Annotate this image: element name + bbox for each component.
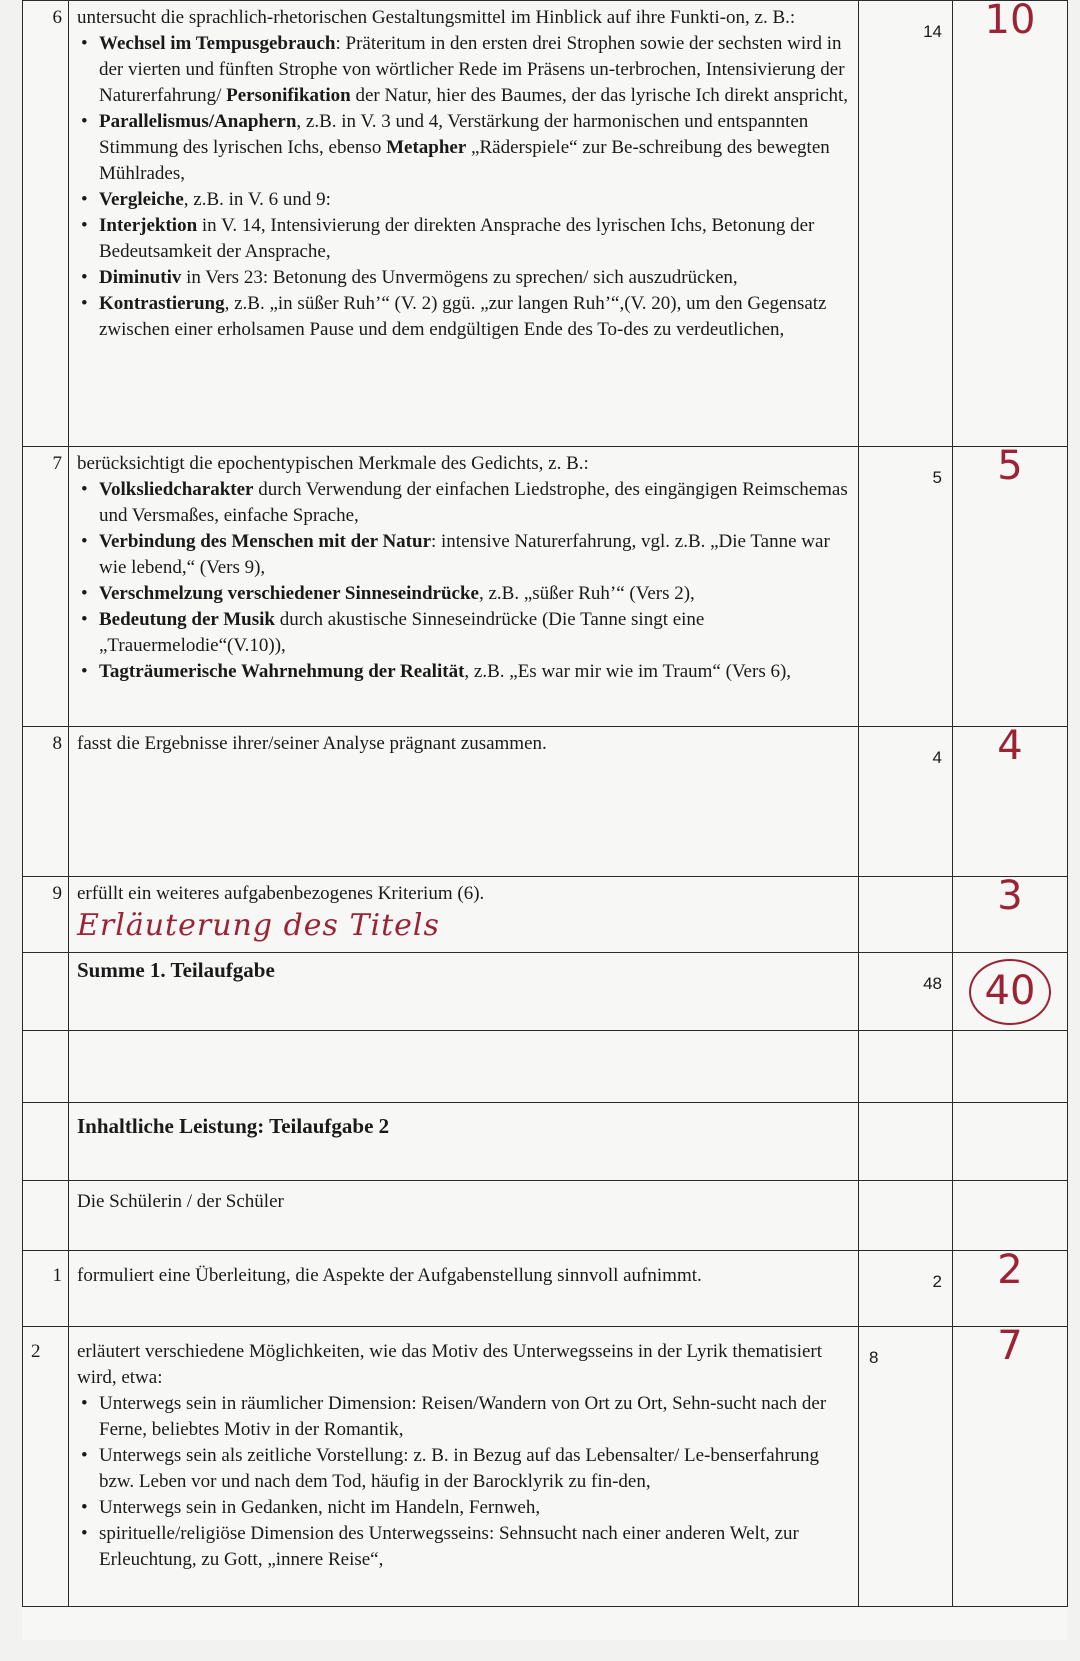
table-row xyxy=(23,1031,1068,1103)
max-points: 4 xyxy=(859,727,953,877)
criterion-label: erfüllt ein weiteres aufgabenbezogenes Kriterium (6). xyxy=(77,883,485,904)
list-item: • Volksliedcharakter durch Verwendung der einfachen Liedstrophe, des eingängigen Reimschemas und Versmaßes, einfache Sprache, xyxy=(77,477,850,529)
awarded-points: 4 xyxy=(953,727,1068,877)
awarded-points: 10 xyxy=(953,1,1068,447)
criterion-number: 7 xyxy=(23,447,69,727)
handwritten-note: Erläuterung des Titels xyxy=(77,908,440,943)
criterion-text xyxy=(69,1327,859,1607)
table-row xyxy=(23,1,1068,447)
awarded-points: 3 xyxy=(953,877,1068,953)
criterion-text: fasst die Ergebnisse ihrer/seiner Analyse prägnant zusammen. xyxy=(69,727,859,877)
table-row xyxy=(23,727,1068,877)
list-item: • Verschmelzung verschiedener Sinneseindrücke, z.B. „süßer Ruh’“ (Vers 2), xyxy=(77,581,850,607)
max-points: 5 xyxy=(859,447,953,727)
list-item: • Unterwegs sein als zeitliche Vorstellung: z. B. in Bezug auf das Lebensalter/ Le-benserfahrung bzw. Leben vor und nach dem Tod, häufig in der Barocklyrik zu fin-den, xyxy=(77,1443,850,1495)
grading-table xyxy=(22,0,1068,1607)
list-item: • Bedeutung der Musik durch akustische Sinneseindrücke (Die Tanne singt eine „Trauermelodie“(V.10)), xyxy=(77,607,850,659)
table-row xyxy=(23,1103,1068,1181)
section-subheading: Die Schülerin / der Schüler xyxy=(69,1181,859,1251)
awarded-points: 5 xyxy=(953,447,1068,727)
awarded-points xyxy=(953,953,1068,1031)
list-item: • Verbindung des Menschen mit der Natur: intensive Naturerfahrung, vgl. z.B. „Die Tanne war wie lebend,“ (Vers 9), xyxy=(77,529,850,581)
max-points: 48 xyxy=(859,953,953,1031)
criterion-text: formuliert eine Überleitung, die Aspekte der Aufgabenstellung sinnvoll aufnimmt. xyxy=(69,1251,859,1327)
criterion-bullets xyxy=(77,31,850,343)
criterion-number: 9 xyxy=(23,877,69,953)
grading-sheet xyxy=(22,0,1067,1640)
table-row xyxy=(23,1327,1068,1607)
list-item: • Parallelismus/Anaphern, z.B. in V. 3 und 4, Verstärkung der harmonischen und entspannten Stimmung des lyrischen Ichs, ebenso Metapher „Räderspiele“ zur Be-schreibung des bewegten Mühlrades, xyxy=(77,109,850,187)
circled-total: 40 xyxy=(969,959,1051,1025)
table-row xyxy=(23,1181,1068,1251)
awarded-points: 7 xyxy=(953,1327,1068,1607)
criterion-bullets xyxy=(77,1391,850,1573)
criterion-number: 2 xyxy=(23,1327,69,1607)
max-points: 2 xyxy=(859,1251,953,1327)
list-item: • Vergleiche, z.B. in V. 6 und 9: xyxy=(77,187,850,213)
criterion-intro: untersucht die sprachlich-rhetorischen Gestaltungsmittel im Hinblick auf ihre Funkti-on, z. B.: xyxy=(77,7,796,28)
criterion-number xyxy=(23,953,69,1031)
list-item: • Diminutiv in Vers 23: Betonung des Unvermögens zu sprechen/ sich auszudrücken, xyxy=(77,265,850,291)
list-item: • Interjektion in V. 14, Intensivierung der direkten Ansprache des lyrischen Ichs, Betonung der Bedeutsamkeit der Ansprache, xyxy=(77,213,850,265)
criterion-text xyxy=(69,877,859,953)
list-item: • Kontrastierung, z.B. „in süßer Ruh’“ (V. 2) ggü. „zur langen Ruh’“,(V. 20), um den Gegensatz zwischen einer erholsamen Pause und dem endgültigen Ende des To-des zu verdeutlichen, xyxy=(77,291,850,343)
table-row xyxy=(23,877,1068,953)
max-points xyxy=(859,877,953,953)
section-sum-label: Summe 1. Teilaufgabe xyxy=(69,953,859,1031)
criterion-intro: berücksichtigt die epochentypischen Merkmale des Gedichts, z. B.: xyxy=(77,453,589,474)
table-row xyxy=(23,953,1068,1031)
table-row xyxy=(23,447,1068,727)
list-item: • Tagträumerische Wahrnehmung der Realität, z.B. „Es war mir wie im Traum“ (Vers 6), xyxy=(77,659,850,685)
max-points: 14 xyxy=(859,1,953,447)
list-item: • Unterwegs sein in räumlicher Dimension: Reisen/Wandern von Ort zu Ort, Sehn-sucht nach der Ferne, beliebtes Motiv in der Romantik, xyxy=(77,1391,850,1443)
criterion-number: 1 xyxy=(23,1251,69,1327)
section-heading: Inhaltliche Leistung: Teilaufgabe 2 xyxy=(69,1103,859,1181)
max-points: 8 xyxy=(859,1327,953,1607)
criterion-intro: erläutert verschiedene Möglichkeiten, wie das Motiv des Unterwegsseins in der Lyrik thematisiert wird, etwa: xyxy=(77,1341,823,1388)
list-item: • spirituelle/religiöse Dimension des Unterwegsseins: Sehnsucht nach einer anderen Welt, zur Erleuchtung, zu Gott, „innere Reise“, xyxy=(77,1521,850,1573)
criterion-text xyxy=(69,447,859,727)
table-row xyxy=(23,1251,1068,1327)
criterion-text xyxy=(69,1,859,447)
list-item: • Unterwegs sein in Gedanken, nicht im Handeln, Fernweh, xyxy=(77,1495,850,1521)
criterion-bullets xyxy=(77,477,850,685)
criterion-number: 6 xyxy=(23,1,69,447)
criterion-number: 8 xyxy=(23,727,69,877)
list-item: • Wechsel im Tempusgebrauch: Präteritum in den ersten drei Strophen sowie der sechsten wird in der vierten und fünften Strophe von wörtlicher Rede im Präsens un-terbrochen, Intensivierung der Naturerfahrung/ Personifikation der Natur, hier des Baumes, der das lyrische Ich direkt anspricht, xyxy=(77,31,850,109)
awarded-points: 2 xyxy=(953,1251,1068,1327)
